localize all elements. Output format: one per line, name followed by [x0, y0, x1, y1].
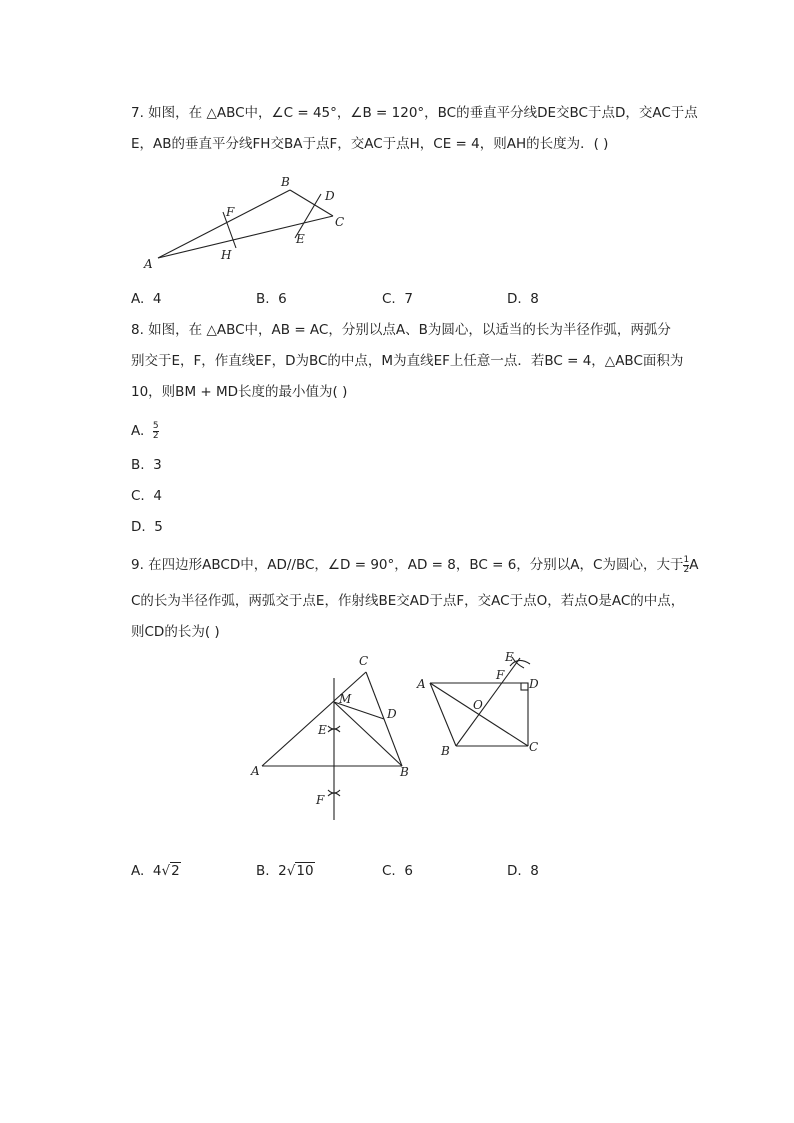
q8-option-b[interactable]: B. 3: [131, 457, 162, 473]
q7-figure: [138, 172, 353, 272]
q7-label-a: A: [144, 257, 153, 271]
q7-option-b[interactable]: B. 6: [256, 291, 287, 307]
sqrt-icon: √: [161, 863, 171, 879]
q8-stem-line3: 10，则BM + MD长度的最小值为( ): [131, 384, 348, 400]
q9-option-d[interactable]: D. 8: [507, 863, 539, 879]
q9-fig2-label-b: B: [441, 744, 450, 758]
q9-stem-line1: 9. 在四边形ABCD中，AD//BC，∠D = 90°，AD = 8，BC = 6，分别以A，C为圆心，大于 $\frac{1}{2}$ A: [131, 554, 699, 575]
q9-fig1-label-f: F: [316, 793, 325, 807]
q9-fig1-label-e: E: [318, 723, 327, 737]
q9-fig1-label-d: D: [387, 707, 397, 721]
q7-stem-line1: 7. 如图，在 △ABC中，∠C = 45°，∠B = 120°，BC的垂直平分线DE交BC于点D，交AC于点: [131, 105, 698, 121]
q9-stem-line3: 则CD的长为( ): [131, 624, 220, 640]
q9-fig1-label-b: B: [400, 765, 409, 779]
q9-option-a[interactable]: A. 4√2: [131, 863, 180, 879]
q8-option-c[interactable]: C. 4: [131, 488, 162, 504]
q7-label-f: F: [226, 205, 235, 219]
q9-fig2-ray-be: [456, 658, 520, 746]
q9-fig2-label-f: F: [496, 668, 505, 682]
q9-fig2-label-c: C: [529, 740, 539, 754]
q7-label-b: B: [281, 175, 290, 189]
q9-fig2-label-o: O: [473, 698, 483, 712]
q9-fig1-label-m: M: [339, 692, 352, 706]
q7-option-c[interactable]: C. 7: [382, 291, 413, 307]
q9-fig2-label-e: E: [505, 650, 514, 664]
q9-fig2-right-angle-mark: [521, 683, 528, 690]
q9-half-fraction: $\frac{1}{2}$: [683, 554, 690, 575]
q7-option-a[interactable]: A. 4: [131, 291, 162, 307]
q9-figure-triangle: [248, 650, 418, 825]
q8-option-a[interactable]: A. $\frac{5}{2}$: [131, 420, 159, 441]
q8-stem-line2: 别交于E，F，作直线EF，D为BC的中点，M为直线EF上任意一点．若BC = 4，△ABC面积为: [131, 353, 684, 369]
q8-stem-line1: 8. 如图，在 △ABC中，AB = AC，分别以点A、B为圆心，以适当的长为半径作弧，两弧分: [131, 322, 671, 338]
q7-stem-line2: E，AB的垂直平分线FH交BA于点F，交AC于点H，CE = 4，则AH的长度为．( ): [131, 136, 609, 152]
q9-fig2-segment-ab: [430, 683, 456, 746]
q7-option-d[interactable]: D. 8: [507, 291, 539, 307]
q7-label-e: E: [296, 232, 305, 246]
q7-label-d: D: [325, 189, 335, 203]
q7-label-c: C: [335, 215, 345, 229]
q7-segment-ac: [158, 216, 333, 258]
q9-fig2-label-a: A: [417, 677, 426, 691]
q9-stem-line2: C的长为半径作弧，两弧交于点E，作射线BE交AD于点F，交AC于点O，若点O是AC的中点，: [131, 593, 685, 609]
q9-option-b[interactable]: B. 2√10: [256, 863, 314, 879]
q9-fig2-label-d: D: [529, 677, 539, 691]
q9-option-c[interactable]: C. 6: [382, 863, 413, 879]
q9-fig1-segment-ac: [262, 672, 366, 766]
sqrt-icon: √: [286, 863, 296, 879]
q8-option-d[interactable]: D. 5: [131, 519, 163, 535]
q9-figure-quadrilateral: [412, 648, 547, 763]
q8-option-a-fraction: $\frac{5}{2}$: [152, 420, 159, 441]
q9-fig1-label-a: A: [251, 764, 260, 778]
q9-fig1-label-c: C: [359, 654, 369, 668]
q7-label-h: H: [221, 248, 232, 262]
